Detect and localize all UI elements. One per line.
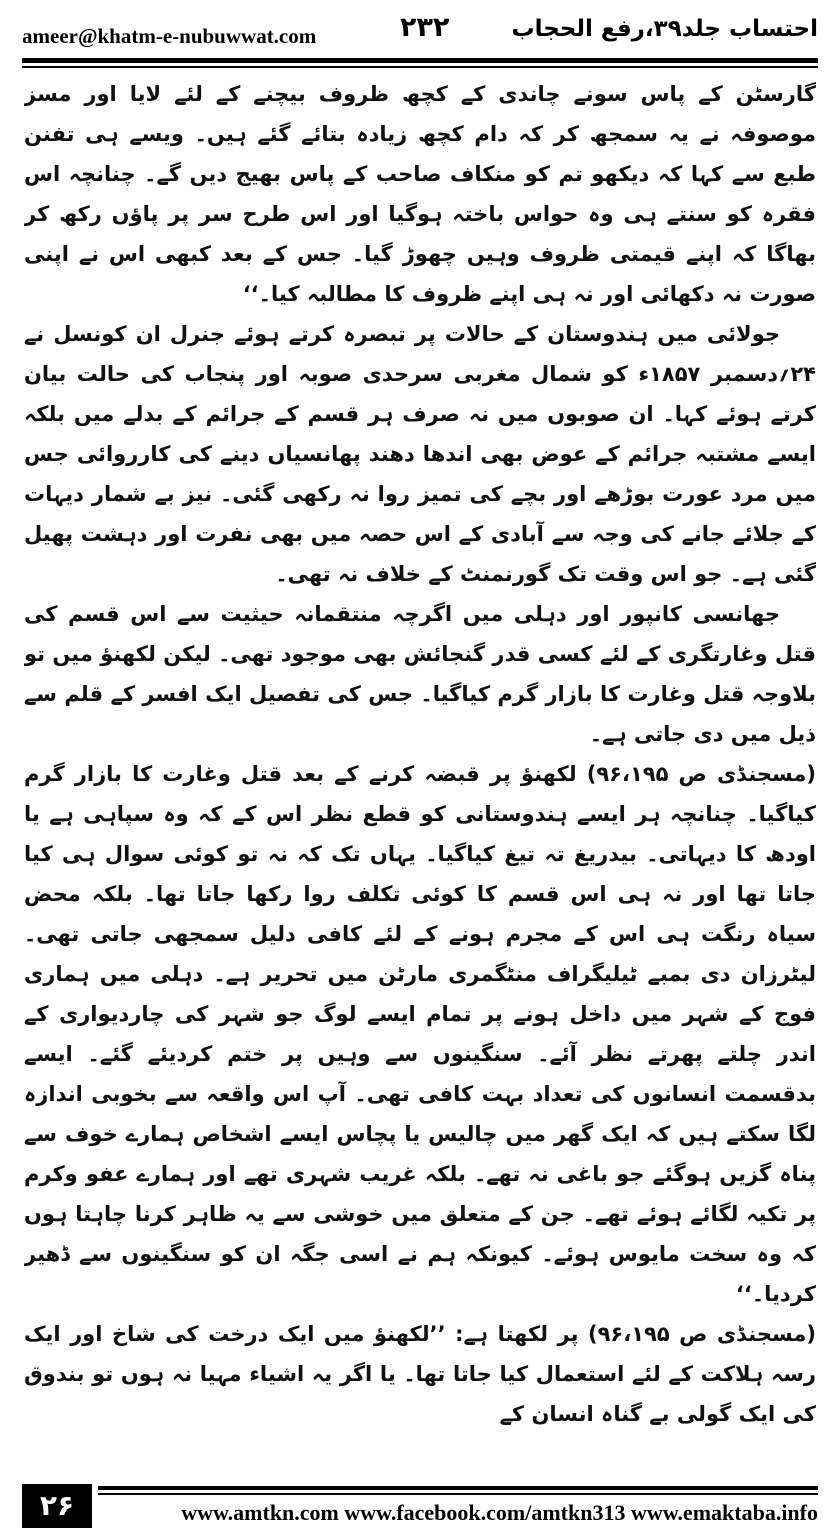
footer-divider-thin bbox=[98, 1493, 818, 1495]
header-page-number: ۲۳۲ bbox=[400, 12, 450, 43]
paragraph-1: گارسٹن کے پاس سونے چاندی کے کچھ ظروف بیچنے کے لئے لایا اور مسز موصوفہ نے یہ سمجھ کر کہ دام کچھ زیادہ بتائے گئے ہیں۔ ویسے ہی تفنن طبع سے کہا کہ دیکھو تم کو منکاف صاحب کے پاس بھیج دیں گے۔ چنانچہ اس فقرہ کو سنتے ہی وہ حواس باختہ ہوگیا اور اس طرح سر پر پاؤں رکھ کر بھاگا کہ اپنے قیمتی ظروف وہیں چھوڑ گیا۔ جس کے بعد کبھی اس نے اپنی صورت نہ دکھائی اور نہ ہی اپنے ظروف کا مطالبہ کیا۔‘‘ bbox=[24, 82, 816, 306]
footer-links[interactable]: www.amtkn.com www.facebook.com/amtkn313 www.emaktaba.info bbox=[181, 1500, 818, 1525]
header-divider-thick bbox=[22, 58, 818, 63]
page-footer bbox=[22, 1484, 818, 1534]
paragraph-2: جولائی میں ہندوستان کے حالات پر تبصرہ کرتے ہوئے جنرل ان کونسل نے ۲۴؍دسمبر ۱۸۵۷ء کو شمال مغربی سرحدی صوبہ اور پنجاب کی حالت بیان کرتے ہوئے کہا۔ ان صوبوں میں نہ صرف ہر قسم کے جرائم کے بدلے میں بلکہ ایسے مشتبہ جرائم کے عوض بھی اندھا دھند پھانسیاں دینے کی کارروائی جس میں مرد عورت بوڑھے اور بچے کی تمیز روا نہ رکھی گئی۔ نیز بے شمار دیہات کے جلائے جانے کی وجہ سے آبادی کے اس حصہ میں بھی نفرت اور دہشت پھیل گئی ہے۔ جو اس وقت تک گورنمنٹ کے خلاف نہ تھی۔ bbox=[24, 322, 816, 586]
paragraph-3: جھانسی کانپور اور دہلی میں اگرچہ منتقمانہ حیثیت سے اس قسم کی قتل وغارتگری کے لئے کسی قدر گنجائش بھی موجود تھی۔ لیکن لکھنؤ میں تو بلاوجہ قتل وغارت کا بازار گرم کیاگیا۔ جس کی تفصیل ایک افسر کے قلم سے ذیل میں دی جاتی ہے۔ bbox=[24, 602, 816, 746]
footer-divider-thick bbox=[98, 1486, 818, 1490]
header-divider-thin bbox=[22, 66, 818, 68]
page-header bbox=[22, 6, 818, 50]
footer-page-number: ۲۶ bbox=[22, 1484, 92, 1528]
page-body bbox=[24, 74, 816, 1454]
paragraph-4: (مسجنڈی ص ۹۶،۱۹۵) لکھنؤ پر قبضہ کرنے کے بعد قتل وغارت کا بازار گرم کیاگیا۔ چنانچہ ہر ایسے ہندوستانی کو قطع نظر اس کے کہ وہ سپاہی ہے یا اودھ کا دیہاتی۔ بیدریغ تہ تیغ کیاگیا۔ یہاں تک کہ نہ تو کوئی سوال ہی کیا جاتا تھا اور نہ ہی اس قسم کا کوئی تکلف روا رکھا جاتا تھا۔ بلکہ محض سیاہ رنگت ہی اس کے مجرم ہونے کے لئے کافی دلیل سمجھی جاتی تھی۔ لیٹرزان دی بمبے ٹیلیگراف منٹگمری مارٹن میں تحریر ہے۔ دہلی میں ہماری فوج کے شہر میں داخل ہونے پر تمام ایسے لوگ جو شہر کی چاردیواری کے اندر چلتے پھرتے نظر آئے۔ سنگینوں سے وہیں پر ختم کردیئے گئے۔ ایسے بدقسمت انسانوں کی تعداد بہت کافی تھی۔ آپ اس واقعہ سے بخوبی اندازہ لگا سکتے ہیں کہ ایک گھر میں چالیس یا پچاس ایسے اشخاص ہمارے خوف سے پناہ گزیں ہوگئے جو باغی نہ تھے۔ بلکہ غریب شہری تھے اور ہمارے عفو وکرم پر تکیہ لگائے ہوئے تھے۔ جن کے متعلق میں خوشی سے یہ ظاہر کرنا چاہتا ہوں کہ وہ سخت مایوس ہوئے۔ کیونکہ ہم نے اسی جگہ ان کو سنگینوں سے ڈھیر کردیا۔‘‘ bbox=[24, 762, 816, 1306]
paragraph-5: (مسجنڈی ص ۹۶،۱۹۵) پر لکھتا ہے: ’’لکھنؤ میں ایک درخت کی شاخ اور ایک رسہ ہلاکت کے لئے استعمال کیا جاتا تھا۔ یا اگر یہ اشیاء مہیا نہ ہوں تو بندوق کی ایک گولی بے گناہ انسان کے bbox=[24, 1322, 816, 1426]
header-book-title: احتساب جلد۳۹،رفع الحجاب bbox=[511, 16, 818, 42]
header-email[interactable]: ameer@khatm-e-nubuwwat.com bbox=[22, 24, 317, 48]
